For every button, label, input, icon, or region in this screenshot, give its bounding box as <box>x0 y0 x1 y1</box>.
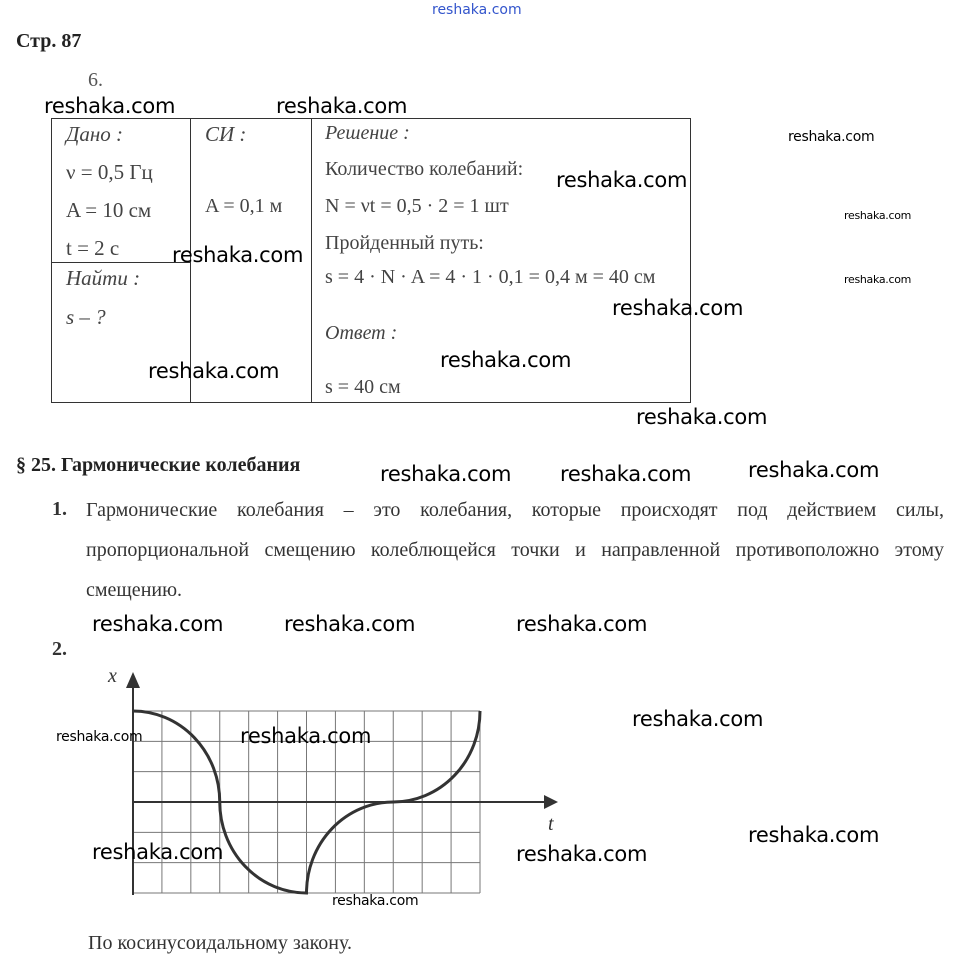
watermark: reshaka.com <box>440 348 572 372</box>
x-axis-arrow <box>126 672 140 688</box>
watermark: reshaka.com <box>612 296 744 320</box>
watermark: reshaka.com <box>632 707 764 731</box>
section-title: § 25. Гармонические колебания <box>16 454 301 476</box>
watermark: reshaka.com <box>92 840 224 864</box>
given-a: A = 10 см <box>66 198 152 222</box>
si-value: A = 0,1 м <box>205 195 283 217</box>
watermark: reshaka.com <box>748 458 880 482</box>
watermark: reshaka.com <box>516 842 648 866</box>
si-heading: СИ : <box>205 122 247 146</box>
watermark: reshaka.com <box>92 612 224 636</box>
solution-line1: Количество колебаний: <box>325 158 524 180</box>
watermark: reshaka.com <box>172 243 304 267</box>
given-nu: ν = 0,5 Гц <box>66 160 153 184</box>
given-heading: Дано : <box>66 122 124 146</box>
item2-number: 2. <box>52 638 67 660</box>
site-link[interactable]: reshaka.com <box>432 2 522 18</box>
watermark: reshaka.com <box>56 729 143 745</box>
watermark: reshaka.com <box>516 612 648 636</box>
watermark: reshaka.com <box>148 359 280 383</box>
answer-heading: Ответ : <box>325 322 398 344</box>
watermark: reshaka.com <box>788 129 875 145</box>
task-number: 6. <box>88 69 103 91</box>
watermark: reshaka.com <box>332 893 419 909</box>
solution-heading: Решение : <box>325 122 410 144</box>
answer-value: s = 40 см <box>325 376 401 398</box>
watermark: reshaka.com <box>844 209 912 222</box>
page-number: Стр. 87 <box>16 30 82 52</box>
item1-text: Гармонические колебания – это колебания, которые происходят под действием силы, пропорциональной смещению колеблющейся точки и направленной противоположно этому смещению. <box>86 499 944 601</box>
x-axis-label: t <box>548 813 554 835</box>
watermark: reshaka.com <box>556 168 688 192</box>
conclusion-text: По косинусоидальному закону. <box>88 932 352 954</box>
watermark: reshaka.com <box>380 462 512 486</box>
given-t: t = 2 с <box>66 236 120 260</box>
find-value: s – ? <box>66 305 106 329</box>
watermark: reshaka.com <box>560 462 692 486</box>
watermark: reshaka.com <box>284 612 416 636</box>
solution-line4: s = 4 · N · A = 4 · 1 · 0,1 = 0,4 м = 40 см <box>325 266 656 288</box>
solution-line3: Пройденный путь: <box>325 232 484 254</box>
y-axis-label: x <box>108 665 117 687</box>
t-axis-arrow <box>544 795 558 809</box>
watermark: reshaka.com <box>748 823 880 847</box>
watermark: reshaka.com <box>636 405 768 429</box>
find-heading: Найти : <box>66 266 141 290</box>
watermark: reshaka.com <box>44 94 176 118</box>
watermark: reshaka.com <box>844 273 912 286</box>
watermark: reshaka.com <box>240 724 372 748</box>
solution-line2: N = νt = 0,5 · 2 = 1 шт <box>325 195 509 217</box>
item1-number: 1. <box>52 498 67 520</box>
watermark: reshaka.com <box>276 94 408 118</box>
